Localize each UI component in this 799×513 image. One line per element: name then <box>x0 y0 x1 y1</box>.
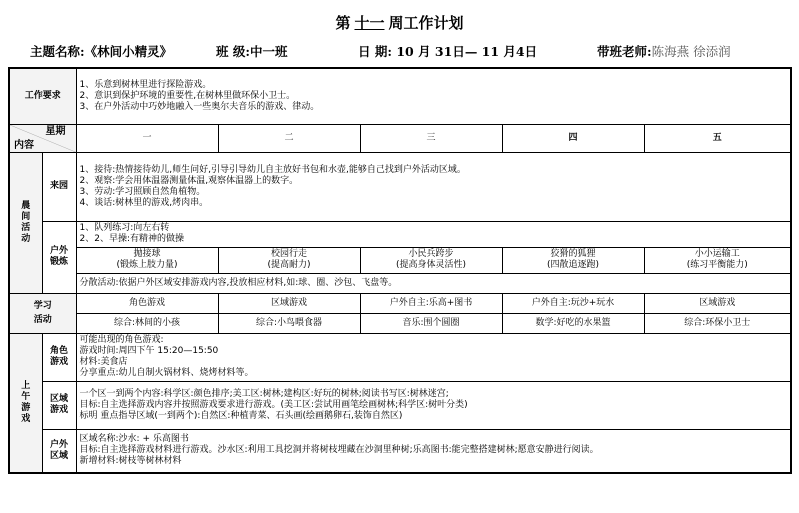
outdoor-grouping-row <box>9 273 791 293</box>
arrival-item: 2、观察:学会用体温器测量体温,观察体温器上的数字。 <box>79 175 299 186</box>
requirements-label: 工作要求 <box>9 68 76 124</box>
day-friday: 五 <box>644 124 791 152</box>
study-cell: 综合:环保小卫士 <box>644 313 791 333</box>
outdoor-drill-row <box>9 221 791 247</box>
week-label: 星期 <box>45 125 66 137</box>
arrival-item: 1、接待:热情接待幼儿,师生问好,引导引导幼儿自主放好书包和水壶,能够自己找到户外活动区域。 <box>79 164 466 175</box>
drill-item: 2、2、早操:有精神的做操 <box>79 234 185 244</box>
day-thursday: 四 <box>502 124 644 152</box>
arrival-label: 来园 <box>42 152 76 221</box>
class-field <box>216 42 287 60</box>
outdoor-exercise-label: 户外锻炼 <box>42 221 76 293</box>
area-game-row <box>9 381 791 429</box>
requirement-item: 3、在户外活动中巧妙地融入一些奥尔夫音乐的游戏、律动。 <box>79 101 320 112</box>
outdoor-area-content <box>76 429 791 473</box>
study-cell: 角色游戏 <box>76 293 218 313</box>
forenoon-game-label: 上午游戏 <box>9 333 42 473</box>
arrival-item: 3、劳动:学习照顾自然角植物。 <box>79 186 206 197</box>
requirement-item: 1、乐意到树林里进行探险游戏。 <box>79 79 212 90</box>
arrival-row <box>9 152 791 221</box>
outdoor-game: 抛接球 (锻炼上肢力量) <box>76 247 218 273</box>
page-title <box>0 12 799 33</box>
study-cell: 综合:小鸟喂食器 <box>218 313 360 333</box>
role-game-line: 分享重点:幼儿自制火锅材料、烧烤材料等。 <box>79 368 254 378</box>
area-game-line: 目标:自主选择游戏内容并按照游戏要求进行游戏。(美工区:尝试用画笔绘画树林;科学区:树叶分类) <box>79 399 468 410</box>
day-tuesday: 二 <box>218 124 360 152</box>
day-wednesday: 三 <box>360 124 502 152</box>
requirement-item: 2、意识到保护环境的重要性,在树林里做环保小卫士。 <box>79 90 296 101</box>
study-cell: 户外自主:玩沙+玩水 <box>502 293 644 313</box>
area-game-line: 一个区一到两个内容:科学区:颜色排序;美工区:树林;建构区:好玩的树林;阅读书写区:树林迷宫; <box>79 388 449 399</box>
drill-item: 1、队列练习:向左右转 <box>79 223 170 233</box>
week-number: 十一 <box>354 14 385 32</box>
study-cell: 区域游戏 <box>218 293 360 313</box>
content-label: 内容 <box>14 139 34 151</box>
title-suffix: 周工作计划 <box>388 14 464 32</box>
outdoor-area-label: 户外区域 <box>42 429 76 473</box>
role-game-content <box>76 333 791 381</box>
theme-value: 《林间小精灵》 <box>84 44 173 59</box>
outdoor-area-line: 区域名称:沙水: + 乐高图书 <box>79 434 189 445</box>
arrival-content <box>76 152 791 221</box>
study-cell: 户外自主:乐高+图书 <box>360 293 502 313</box>
outdoor-area-line: 新增材料:树枝等树林材料 <box>79 456 182 467</box>
teacher-names: 陈海燕 徐添润 <box>651 44 731 59</box>
date-field <box>358 42 537 60</box>
outdoor-area-line: 目标:自主选择游戏材料进行游戏。沙水区:利用工具挖洞并将树枝埋藏在沙洞里种树;乐高图书:能完整搭建树林;愿意安静进行阅读。 <box>79 445 599 456</box>
outdoor-game: 校园行走 (提高耐力) <box>218 247 360 273</box>
requirements-row <box>9 68 791 124</box>
date-label: 日 期: <box>358 44 392 59</box>
area-game-line: 标明 重点指导区域(一到两个):自然区:种植青菜、石头画(绘画鹅卵石,装饰自然区) <box>79 410 403 421</box>
role-game-row <box>9 333 791 381</box>
study-cell: 音乐:围个圆圈 <box>360 313 502 333</box>
teacher-field <box>597 42 731 60</box>
outdoor-game: 小民兵跨步 (提高身体灵活性) <box>360 247 502 273</box>
role-game-line: 材料:美食店 <box>79 357 128 367</box>
theme-field <box>30 42 172 60</box>
area-game-content <box>76 381 791 429</box>
area-game-label: 区域游戏 <box>42 381 76 429</box>
requirements-content <box>76 68 791 124</box>
role-game-line: 游戏时间:周四下午 15:20—15:50 <box>79 346 219 356</box>
title-prefix: 第 <box>335 14 351 32</box>
plan-header <box>30 42 790 62</box>
day-monday: 一 <box>76 124 218 152</box>
outdoor-games-row <box>9 247 791 273</box>
outdoor-game: 小小运输工 (练习平衡能力) <box>644 247 791 273</box>
study-cell: 综合:林间的小孩 <box>76 313 218 333</box>
day-header-row <box>9 124 791 152</box>
outdoor-area-row <box>9 429 791 473</box>
weekly-plan-table <box>8 67 792 474</box>
theme-label: 主题名称: <box>30 44 85 59</box>
class-label: 班 级: <box>216 44 250 59</box>
study-activity-label: 学习活动 <box>9 293 76 333</box>
outdoor-game: 狡猾的狐狸 (四散追逐跑) <box>502 247 644 273</box>
outdoor-drills <box>76 221 791 247</box>
week-content-corner <box>9 124 76 152</box>
role-game-label: 角色游戏 <box>42 333 76 381</box>
study-cell: 数学:好吃的水果篮 <box>502 313 644 333</box>
role-game-line: 可能出现的角色游戏: <box>79 335 164 345</box>
arrival-item: 4、谈话:树林里的游戏,烤肉串。 <box>79 197 209 208</box>
class-value: 中一班 <box>249 44 288 59</box>
study-cell: 区域游戏 <box>644 293 791 313</box>
teacher-label: 带班老师: <box>597 44 652 59</box>
study-row-1 <box>9 293 791 313</box>
date-value: 10 月 31日— 11 月4日 <box>396 44 538 59</box>
study-row-2 <box>9 313 791 333</box>
outdoor-grouping: 分散活动:依据户外区域安排游戏内容,投放相应材料,如:球、圈、沙包、飞盘等。 <box>76 273 791 293</box>
morning-activity-label: 晨间活动 <box>9 152 42 293</box>
